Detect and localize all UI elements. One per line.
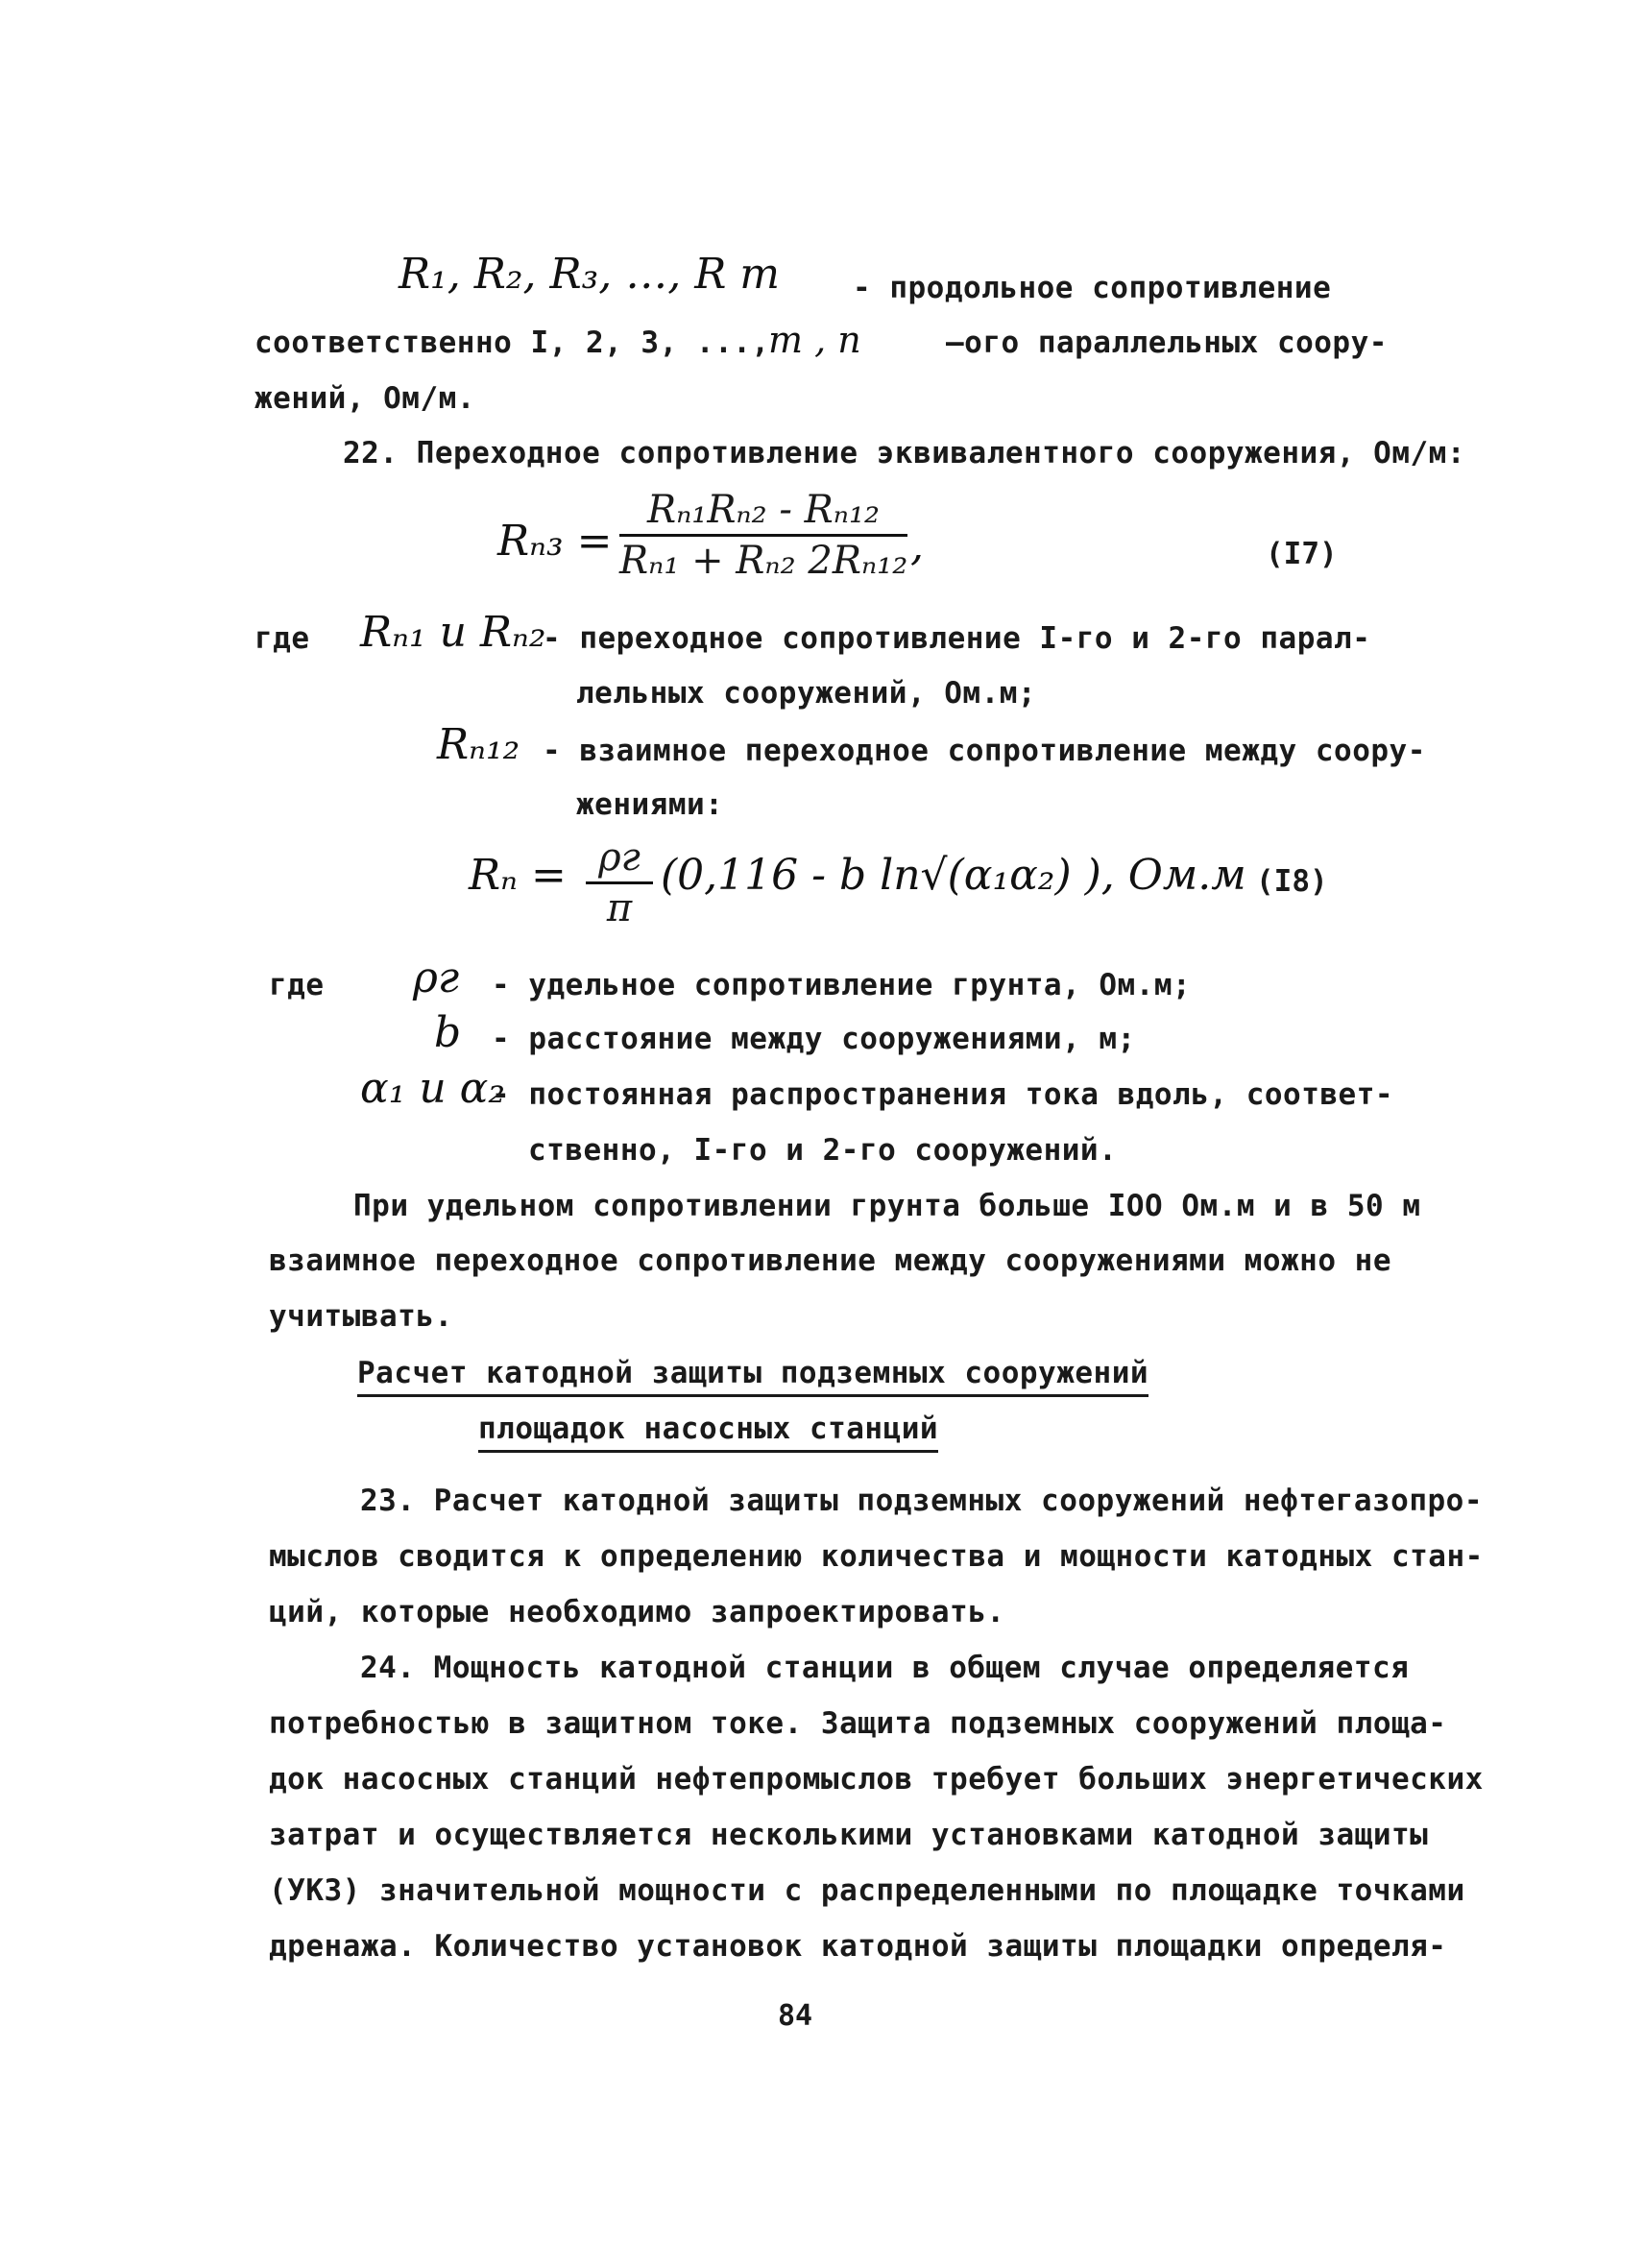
eq17-numerator: Rₙ₁Rₙ₂ - Rₙ₁₂	[646, 488, 881, 532]
intro-line-2b: –ого параллельных соору-	[946, 326, 1388, 360]
formula-variables: R₁, R₂, R₃, …, R m	[399, 250, 781, 299]
eq17-number: (I7)	[1266, 537, 1338, 571]
item-24-line-3: док насосных станций нефтепромыслов требует больших энергетических	[269, 1762, 1484, 1797]
where1-symbol-rn12: Rₙ₁₂	[437, 720, 520, 769]
where-label-2: где	[269, 968, 325, 1002]
item-22: 22. Переходное сопротивление эквивалентного сооружения, Ом/м:	[343, 436, 1465, 470]
eq18-lhs: Rₙ =	[469, 851, 567, 900]
where2-text-2: - расстояние между сооружениями, м;	[492, 1022, 1136, 1056]
note-line-1: При удельном сопротивлении грунта больше IOO Ом.м и в 50 м	[353, 1189, 1421, 1223]
eq18-number: (I8)	[1256, 864, 1328, 899]
item-24-line-5: (УКЗ) значительной мощности с распределенными по площадке точками	[269, 1873, 1465, 1908]
where-label-1: где	[254, 621, 310, 656]
eq17-fraction	[619, 488, 907, 583]
where2-symbol-b: b	[434, 1008, 462, 1057]
item-24-line-2: потребностью в защитном токе. Защита подземных сооружений площа-	[269, 1706, 1447, 1741]
note-line-2: взаимное переходное сопротивление между сооружениями можно не	[269, 1243, 1391, 1278]
intro-line-1: - продольное сопротивление	[853, 271, 1332, 305]
item-24-line-6: дренажа. Количество установок катодной защиты площадки определя-	[269, 1929, 1447, 1964]
item-24-line-1: 24. Мощность катодной станции в общем случае определяется	[360, 1651, 1410, 1685]
intro-mn-symbols: m , n	[768, 319, 861, 361]
where2-symbol-alpha: α₁ и α₂	[360, 1064, 506, 1113]
intro-line-2a: соответственно I, 2, 3, ...,	[254, 326, 770, 360]
item-24-line-4: затрат и осуществляется несколькими установками катодной защиты	[269, 1818, 1429, 1852]
eq18-rest: (0,116 - b ln√(α₁α₂) ), Ом.м	[661, 851, 1246, 900]
eq18-denominator: π	[606, 886, 633, 930]
item-23-line-3: ций, которые необходимо запроектировать.	[269, 1595, 1005, 1629]
page-number: 84	[778, 1999, 813, 2033]
eq18-fraction	[586, 835, 653, 930]
item-23-line-2: мыслов сводится к определению количества и мощности катодных стан-	[269, 1539, 1484, 1574]
where1-text-2b: жениями:	[576, 787, 724, 822]
eq18-fraction-bar	[586, 881, 653, 884]
where1-text-1b: лельных сооружений, Ом.м;	[576, 676, 1037, 711]
eq17-comma: ,	[910, 521, 924, 570]
where1-text-1a: - переходное сопротивление I-го и 2-го парал-	[543, 621, 1371, 656]
note-line-3: учитывать.	[269, 1299, 453, 1334]
item-23-line-1: 23. Расчет катодной защиты подземных сооружений нефтегазопро-	[360, 1484, 1483, 1518]
section-heading-line-2: площадок насосных станций	[478, 1410, 938, 1453]
where2-text-1: - удельное сопротивление грунта, Ом.м;	[492, 968, 1192, 1002]
intro-line-3: жений, Ом/м.	[254, 381, 475, 416]
where2-text-3b: ственно, I-го и 2-го сооружений.	[528, 1133, 1118, 1168]
where2-symbol-rho: ρг	[413, 953, 460, 1002]
eq17-denominator: Rₙ₁ + Rₙ₂ 2Rₙ₁₂	[619, 539, 908, 583]
where2-text-3a: - постоянная распространения тока вдоль, соответ-	[492, 1077, 1394, 1112]
section-heading-line-1: Расчет катодной защиты подземных сооружений	[357, 1354, 1148, 1397]
where1-symbol-rn1-rn2: Rₙ₁ и Rₙ₂	[360, 608, 546, 657]
eq17-lhs: Rₙ₃ =	[497, 517, 613, 566]
eq17-fraction-bar	[619, 534, 907, 537]
eq18-numerator: ρг	[598, 835, 641, 880]
where1-text-2a: - взаимное переходное сопротивление между соору-	[543, 734, 1426, 768]
